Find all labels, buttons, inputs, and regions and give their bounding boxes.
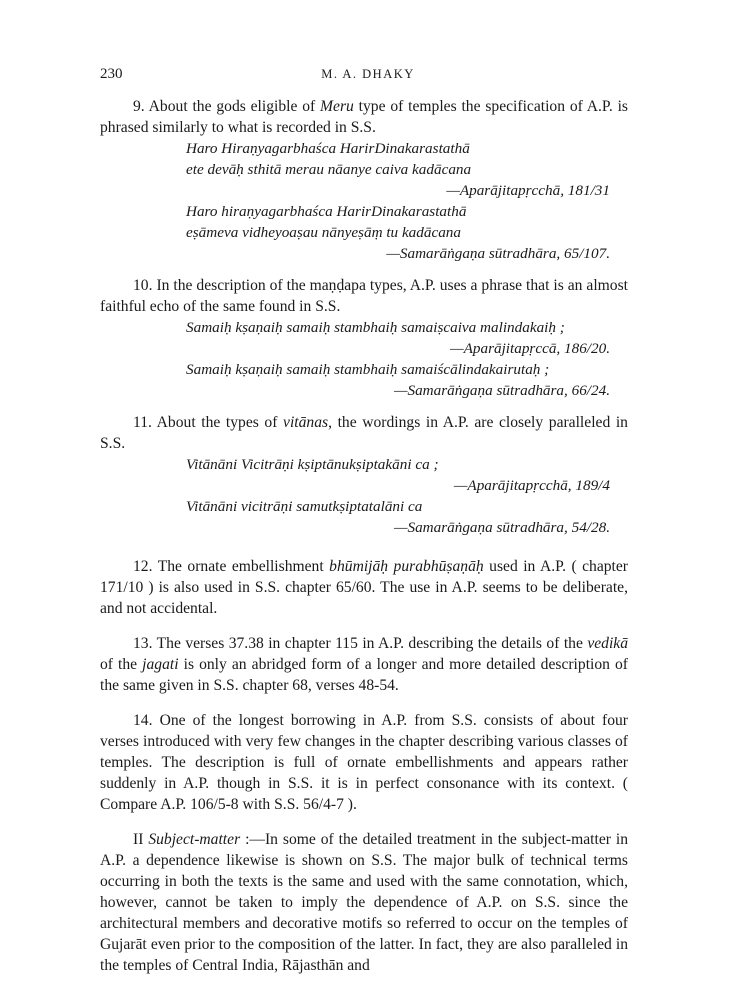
term-vedika: vedikā — [587, 635, 629, 652]
paragraph-13 — [100, 633, 628, 696]
paragraph-10 — [100, 275, 628, 317]
paragraph-12 — [100, 556, 628, 619]
running-head: M. A. DHAKY — [321, 67, 415, 81]
verse-reference: —Aparājitapṛcchā, 189/4 — [453, 477, 610, 494]
paragraph-9 — [100, 96, 628, 138]
paragraph-text: type of temples the specification of A.P. is phrased similarly to what is recorded in S.S. — [100, 98, 628, 136]
quotation-9 — [100, 138, 628, 264]
term-meru: Meru — [320, 98, 354, 115]
verse-reference: —Samarāṅgaṇa sūtradhāra, 65/107. — [386, 245, 610, 262]
paragraph-text: , the wordings in A.P. are closely paralleled in S.S. — [100, 414, 628, 452]
section-number: II — [133, 831, 144, 848]
verse-reference: —Aparājitapṛcchā, 181/31 — [446, 182, 610, 199]
paragraph-number: 10. — [133, 277, 153, 294]
paragraph-text: of the — [100, 656, 143, 673]
paragraph-text: About the gods eligible of — [148, 98, 321, 115]
verse-reference: —Samarāṅgaṇa sūtradhāra, 54/28. — [393, 519, 610, 536]
verse-line: Samaiḥ kṣaṇaiḥ samaiḥ stambhaiḥ samaiṣcaiva malindakaiḥ ; — [186, 319, 565, 336]
verse-line: Haro Hiraṇyagarbhaśca HarirDinakarastathā — [186, 140, 470, 157]
verse-line: Vitānāni Vicitrāṇi kṣiptānukṣiptakāni ca ; — [186, 456, 439, 473]
verse-line: ete devāḥ sthitā merau nāanye caiva kadācana — [186, 161, 472, 178]
paragraph-number: 13. — [133, 635, 153, 652]
paragraph-number: 12. — [133, 558, 153, 575]
term-jagati: jagati — [142, 656, 179, 673]
term-vitanas: vitānas — [283, 414, 329, 431]
page-header — [100, 64, 636, 84]
paragraph-subject-matter — [100, 829, 628, 976]
paragraph-11 — [100, 412, 628, 454]
paragraph-text: is only an abridged form of a longer and more detailed description of the same given in S.S. chapter 68, verses 48-54. — [100, 656, 629, 694]
paragraph-text: About the types of — [156, 414, 284, 431]
verse-line: Samaiḥ kṣaṇaiḥ samaiḥ stambhaiḥ samaiścālindakairutaḥ ; — [186, 361, 550, 378]
page-body — [100, 96, 628, 976]
verse-reference: —Aparājitapṛccā, 186/20. — [450, 340, 610, 357]
paragraph-number: 11. — [133, 414, 152, 431]
term-bhumijah: bhūmijāḥ purabhūṣaṇāḥ — [329, 558, 484, 575]
paragraph-number: 9. — [133, 98, 145, 115]
paragraph-number: 14. — [133, 712, 153, 729]
quotation-10 — [100, 317, 628, 401]
page-number: 230 — [100, 66, 123, 82]
verse-line: eṣāmeva vidheyoaṣau nānyeṣāṃ tu kadācana — [186, 224, 461, 241]
paragraph-text: The ornate embellishment — [157, 558, 330, 575]
paragraph-text: In the description of the maṇḍapa types, A.P. uses a phrase that is an almost faithful echo of the same found in S.S. — [100, 277, 628, 315]
section-heading: Subject-matter — [148, 831, 241, 848]
paragraph-text: The verses 37.38 in chapter 115 in A.P. describing the details of the — [156, 635, 588, 652]
quotation-11 — [100, 454, 628, 538]
paragraph-text: One of the longest borrowing in A.P. from S.S. consists of about four verses introduced with very few changes in the chapter describing various classes of temples. The description is full of ornate embellishments and appears rather suddenly in A.P. though in S.S. it is in perfect consonance with its context. ( Compare A.P. 106/5-8 with S.S. 56/4-7 ). — [100, 712, 628, 813]
paragraph-14 — [100, 710, 628, 815]
verse-reference: —Samarāṅgaṇa sūtradhāra, 66/24. — [393, 382, 610, 399]
paragraph-text: :—In some of the detailed treatment in the subject-matter in A.P. a dependence likewise is shown on S.S. The major bulk of technical terms occurring in both the texts is the same and used with the same connotation, which, however, cannot be taken to imply the dependence of A.P. on S.S. since the architectural members and decorative motifs so referred to occur on the temples of Gujarāt even prior to the composition of the latter. In fact, they are also paralleled in the temples of Central India, Rājasthān and — [100, 831, 629, 974]
verse-line: Haro hiraṇyagarbhaśca HarirDinakarastathā — [186, 203, 467, 220]
verse-line: Vitānāni vicitrāṇi samutkṣiptatalāni ca — [186, 498, 423, 515]
paragraph-text: used in A.P. ( chapter 171/10 ) is also used in S.S. chapter 65/60. The use in A.P. seems to be deliberate, and not accidental. — [100, 558, 628, 617]
